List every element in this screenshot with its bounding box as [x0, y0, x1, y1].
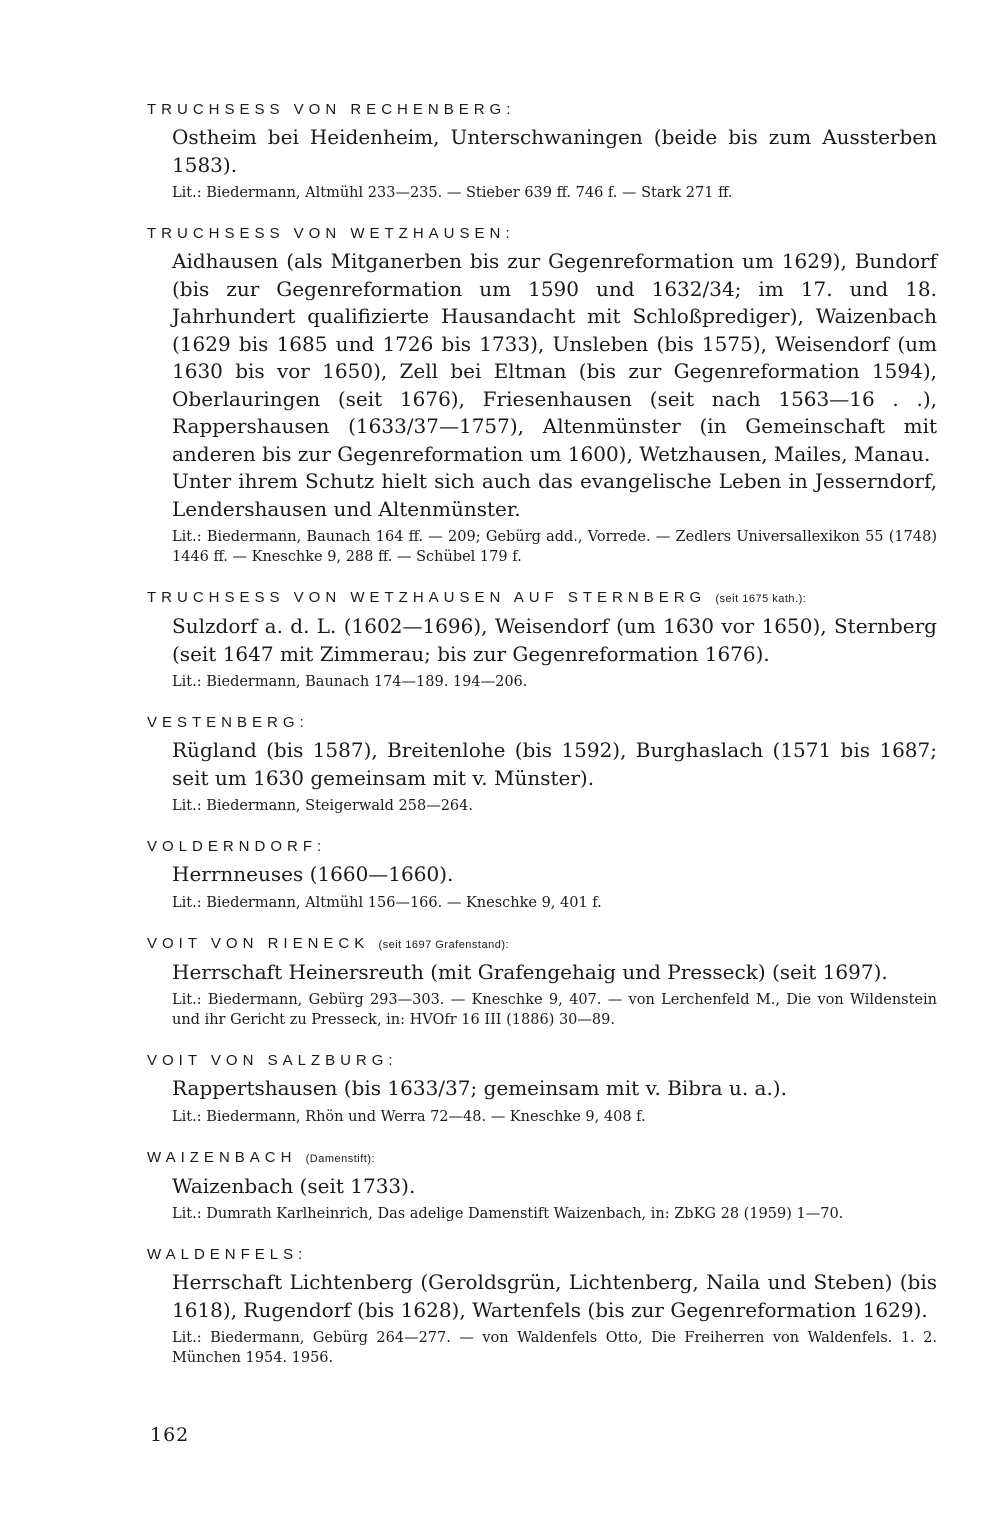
- literature-reference: Lit.: Biedermann, Gebürg 293—303. — Kneschke 9, 407. — von Lerchenfeld M., Die von Wildenstein und ihr Gericht zu Presseck, in: HVOfr 16 III (1886) 30—89.: [172, 992, 937, 1028]
- literature-reference: Lit.: Biedermann, Gebürg 264—277. — von Waldenfels Otto, Die Freiherren von Waldenfels. 1. 2. München 1954. 1956.: [172, 1330, 937, 1366]
- literature-reference: Lit.: Dumrath Karlheinrich, Das adelige Damenstift Waizenbach, in: ZbKG 28 (1959) 1—70.: [172, 1206, 844, 1222]
- page-number: 162: [150, 1424, 190, 1446]
- entry-heading: [147, 1245, 937, 1265]
- entry-heading: [147, 837, 937, 857]
- entry-voit-von-salzburg: [147, 1051, 937, 1127]
- entry-heading: [147, 224, 937, 244]
- entry-truchsess-von-rechenberg: [147, 100, 937, 203]
- body-paragraph: Sulzdorf a. d. L. (1602—1696), Weisendorf (um 1630 vor 1650), Sternberg (seit 1647 mit Zimmerau; bis zur Gegenreformation 1676).: [172, 614, 937, 666]
- entry-heading: [147, 1148, 937, 1169]
- literature-reference: Lit.: Biedermann, Steigerwald 258—264.: [172, 798, 473, 814]
- entry-body: [172, 1173, 937, 1201]
- entry-volderndorf: [147, 837, 937, 913]
- entry-truchsess-von-wetzhausen: [147, 224, 937, 567]
- heading-name: TRUCHSESS VON RECHENBERG:: [147, 101, 516, 118]
- literature-reference: Lit.: Biedermann, Altmühl 233—235. — Stieber 639 ff. 746 f. — Stark 271 ff.: [172, 185, 733, 201]
- heading-name: VESTENBERG:: [147, 714, 309, 731]
- entry-heading: [147, 588, 937, 609]
- entry-heading: [147, 713, 937, 733]
- entry-waldenfels: [147, 1245, 937, 1368]
- entry-heading: [147, 100, 937, 120]
- heading-name: TRUCHSESS VON WETZHAUSEN:: [147, 225, 515, 242]
- heading-name: VOLDERNDORF:: [147, 838, 327, 855]
- body-paragraph: Ostheim bei Heidenheim, Unterschwaningen (beide bis zum Aussterben 1583).: [172, 125, 937, 177]
- entry-body: [172, 737, 937, 792]
- entry-body: [172, 1269, 937, 1324]
- entry-truchsess-von-wetzhausen-auf-sternberg: [147, 588, 937, 692]
- entry-heading: [147, 934, 937, 955]
- entry-body: [172, 248, 937, 523]
- heading-name: TRUCHSESS VON WETZHAUSEN AUF STERNBERG: [147, 589, 707, 606]
- entry-body: [172, 124, 937, 179]
- entry-body: [172, 861, 937, 889]
- entry-body: [172, 959, 937, 987]
- entry-body: [172, 1075, 937, 1103]
- entry-body: [172, 613, 937, 668]
- body-paragraph: Herrschaft Lichtenberg (Geroldsgrün, Lichtenberg, Naila und Steben) (bis 1618), Rugendorf (bis 1628), Wartenfels (bis zur Gegenreformation 1629).: [172, 1270, 937, 1322]
- literature-reference: Lit.: Biedermann, Rhön und Werra 72—48. — Kneschke 9, 408 f.: [172, 1108, 646, 1125]
- heading-note: (seit 1675 kath.):: [715, 593, 807, 605]
- body-paragraph: Unter ihrem Schutz hielt sich auch das evangelische Leben in Jesserndorf, Lendershausen und Altenmünster.: [172, 469, 937, 521]
- entry-heading: [147, 1051, 937, 1071]
- entry-waizenbach: [147, 1148, 937, 1225]
- literature-reference: Lit.: Biedermann, Baunach 174—189. 194—206.: [172, 674, 528, 690]
- heading-name: VOIT VON SALZBURG:: [147, 1052, 398, 1069]
- body-paragraph: Rügland (bis 1587), Breitenlohe (bis 1592), Burghaslach (1571 bis 1687; seit um 1630 gemeinsam mit v. Münster).: [172, 738, 937, 790]
- body-paragraph: Rappertshausen (bis 1633/37; gemeinsam mit v. Bibra u. a.).: [172, 1076, 787, 1100]
- body-paragraph: Herrschaft Heinersreuth (mit Grafengehaig und Presseck) (seit 1697).: [172, 959, 888, 984]
- literature-reference: Lit.: Biedermann, Altmühl 156—166. — Kneschke 9, 401 f.: [172, 894, 602, 911]
- entry-voit-von-rieneck: [147, 934, 937, 1031]
- heading-note: (seit 1697 Grafenstand):: [378, 938, 510, 951]
- heading-name: VOIT VON RIENECK: [147, 934, 370, 952]
- body-paragraph: Aidhausen (als Mitganerben bis zur Gegenreformation um 1629), Bundorf (bis zur Gegenreformation um 1590 und 1632/34; im 17. und 18. Jahrhundert qualifizierte Hausandacht mit Schloßprediger), Waizenbach (1629 bis 1685 und 1726 bis 1733), Unsleben (bis 1575), Weisendorf (um 1630 bis vor 1650), Zell bei Eltman (bis zur Gegenreformation 1594), Oberlauringen (seit 1676), Friesenhausen (seit nach 1563—16 . .), Rappershausen (1633/37—1757), Altenmünster (in Gemeinschaft mit anderen bis zur Gegenreformation um 1600), Wetzhausen, Mailes, Manau.: [172, 249, 937, 466]
- heading-note: (Damenstift):: [305, 1152, 376, 1165]
- body-paragraph: Waizenbach (seit 1733).: [172, 1173, 416, 1198]
- body-paragraph: Herrnneuses (1660—1660).: [172, 862, 454, 886]
- heading-name: WAIZENBACH: [147, 1148, 297, 1166]
- entry-vestenberg: [147, 713, 937, 816]
- page-content: [147, 100, 937, 1389]
- heading-name: WALDENFELS:: [147, 1246, 308, 1263]
- literature-reference: Lit.: Biedermann, Baunach 164 ff. — 209; Gebürg add., Vorrede. — Zedlers Universallexikon 55 (1748) 1446 ff. — Kneschke 9, 288 ff. — Schübel 179 f.: [172, 529, 937, 565]
